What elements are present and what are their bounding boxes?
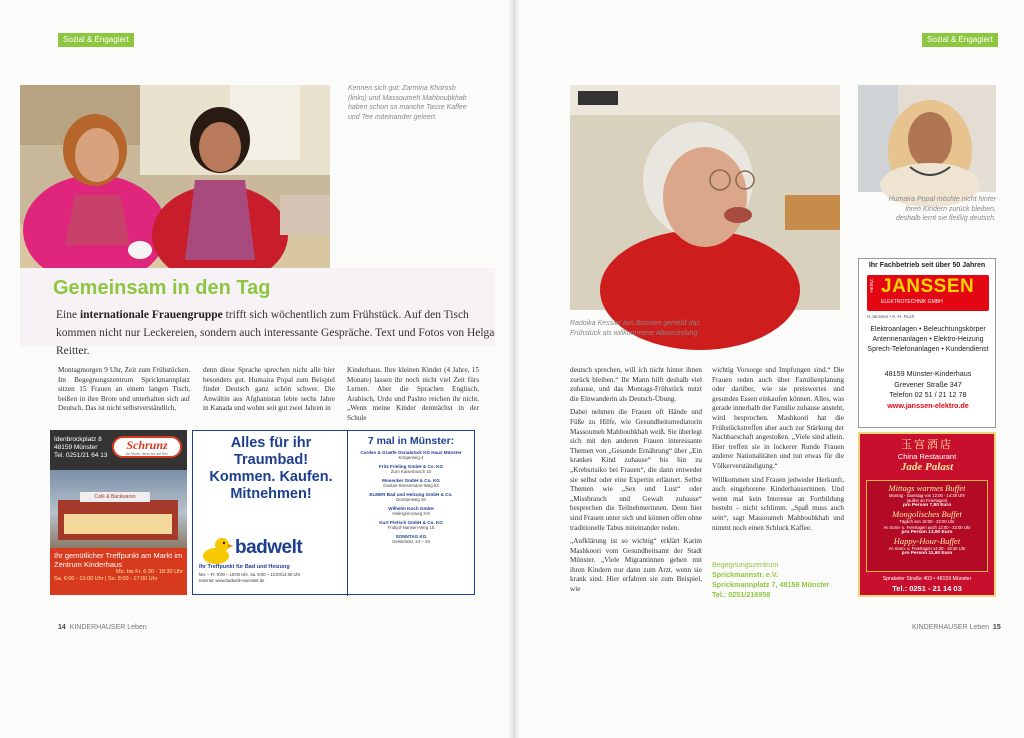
schrunz-address-line: Idenbrockplatz 8 [54, 436, 102, 443]
badwelt-location-item [350, 492, 472, 502]
right-col2-para: Willkommen sind Frauen jedweder Herkunft, auch eingeborene Kinderhauserinnen. Und wenn mal kein Interesse an Fortbildung besteht – nicht schlimm. „Spaß muss auch sein“, sagt Massoumeh Mahboubkhah und nimmt noch einen Schluck Kaffee. [712, 475, 844, 532]
janssen-address-line: 48159 Münster-Kinderhaus [884, 369, 972, 378]
contact-line: Sprickmannplatz 7, 48159 Münster [712, 580, 830, 589]
china-restaurant-label: China Restaurant [897, 452, 957, 461]
ad-china-restaurant [858, 432, 996, 597]
left-folio [58, 624, 147, 631]
badwelt-location-item [350, 450, 472, 460]
badwelt-web: Internet: www.badwelt-muenster.de [199, 578, 265, 583]
right-col1-para: „Aufklärung ist so wichtig“ erklärt Karim Mashkoori vom Gesundheitsamt der Stadt Münster. „Viele Migrantinnen gehen mit ihren Kindern nur dann zum Arzt, wenn sie krank sind. Hier erfahren sie zum Beispiel, wie [570, 537, 702, 594]
janssen-service-line: Sprech-Telefonanlagen • Kundendienst [867, 346, 989, 353]
badwelt-location-item [350, 534, 472, 544]
badwelt-location-item [350, 478, 472, 488]
contact-block [712, 560, 852, 600]
janssen-address-line: Grevener Straße 347 [894, 379, 962, 389]
offer-title: Mittags warmes Buffet [888, 483, 966, 493]
right-col1-para: Dabei nehmen die Frauen oft Hände und Füße zu Hilfe, wie Gesundheitsmediatorin Massoumeh Mahboubkhah weiß. Sie überlegt sich mit den anderen Frauen interessante Themen von „Gesunde Ernährung“ über „Ein krankes Kind zuhause“ bis hin zu „Krebsrisiko bei Frauen“, die dann entweder sie selbst oder eine Expertin erläutert. Selbst Themen wie „Sex und Lust“ oder „Missbrauch und Gewalt zuhause“ besprechen die Teilnehmerinnen. Denn hier sind Frauen unter sich und können offen ohne traditionelle Tabus miteinander reden. [570, 408, 702, 532]
left-photo-caption: Kennen sich gut: Zarmina Khorosh (links) und Massoumeh Mahboubkhah haben schon so manche Tasse Kaffee und Tee miteinander geleert. [348, 85, 467, 121]
badwelt-headline-line: Mitnehmen! [230, 486, 312, 502]
schrunz-address-line: Tel. 0251/21 64 13 [54, 452, 108, 459]
ad-badwelt [192, 430, 475, 595]
schrunz-tagline: Ihr gemütlicher Treffpunkt am Markt im Zentrum Kinderhaus [54, 551, 183, 569]
photo-two-women [20, 85, 330, 270]
china-chinese-name: 玉宫酒店 [901, 438, 953, 451]
badwelt-logo: badwelt [235, 537, 303, 558]
lead-post: trifft sich wöchentlich zum Frühstück. Auf den Tisch kommen nicht nur Leckereien, sondern auch interessante Gespräche. Text und Fotos von Helga Reitter. [56, 309, 495, 357]
badwelt-headline-line: Kommen. Kaufen. [209, 469, 333, 485]
china-offer [867, 509, 987, 535]
article-lead [56, 306, 496, 360]
section-tag-left: Sozial & Engagiert [58, 33, 134, 47]
page-number-right: 15 [992, 624, 1001, 631]
badwelt-location-item [350, 464, 472, 474]
schrunz-address-line: 48159 Münster [54, 444, 98, 451]
left-column-1: Montagmorgen 9 Uhr, Zeit zum Frühstücken. Im Begegnungszentrum Sprickmannplatz sitzen 15 Frauen an einem langen Tisch, beißen in ihre Brote und unterhalten sich auf Deutsch. Das ist nicht selbstverständlich, [58, 366, 190, 413]
right-col1-para: deutsch sprechen, will ich nicht hinter ihnen zurück bleiben.“ Ihr Mann hilft deshalb viel zuhause, und das Montags-Frühstück nutzt die Einwanderin als Deutsch-Übung. [570, 366, 702, 403]
badwelt-headline-line: Traumbad! [233, 452, 309, 468]
china-address: Sprakeler Straße 403 • 48159 Münster [882, 576, 972, 582]
ad-janssen [858, 258, 996, 428]
offer-line: An Sonn- u. Feiertagen 14:30 - 16:30 Uhr [888, 545, 966, 551]
left-column-3: Kinderhaus. Ihre kleinen Kinder (4 Jahre, 15 Monate) lassen ihr noch nicht viel Zeit fürs Lernen. Aber die Sprachen Englisch, Arabisch, Urdu und Pashto reichen ihr nicht. „Wenn meine Kinder demnächst in der Schule [347, 366, 479, 422]
spread-gutter [508, 0, 520, 738]
location-street: Krögerweg 4 [398, 455, 424, 460]
right-photo1-caption: Radoika Kessler aus Bosnien genießt das Frühstück als willkommene Abwechslung. [570, 320, 700, 337]
china-offers [866, 480, 988, 572]
location-name: ELMER Bad und Heizung GmbH & Co. [369, 492, 453, 497]
schrunz-store-photo [50, 470, 187, 548]
right-folio [912, 624, 1001, 631]
schrunz-hours-weekday: Mo. bis Fr. 6:30 - 18:30 Uhr [116, 569, 183, 575]
offer-line: Montag - Samstag von 12:00 - 14:30 Uhr [889, 493, 965, 498]
right-photo2-caption: Humaira Popal möchte nicht hinter ihren Kindern zurück bleiben, deshalb lernt sie fleißig deutsch. [888, 196, 996, 222]
location-name: Fritz Frieling GmbH & Co. KG [378, 464, 444, 469]
offer-price: pro Person 7,80 Euro [902, 503, 952, 509]
photo-elderly-woman [570, 85, 840, 310]
location-name: SONNTAG KG [395, 534, 427, 539]
offer-line: Täglich von 18:00 - 22:00 Uhr [899, 519, 955, 525]
janssen-service-line: Elektroanlagen • Beleuchtungskörper [870, 326, 986, 333]
janssen-service-line: Antennenanlagen • Elektro-Heizung [872, 336, 984, 343]
location-name: Mosecker GmbH & Co. KG [382, 478, 440, 483]
badwelt-location-item [350, 520, 472, 530]
badwelt-claim: Ihr Treffpunkt für Bad und Heizung [199, 564, 290, 570]
offer-title: Mongolisches Buffet [892, 509, 962, 520]
schrunz-hours-weekend: Sa. 6:00 - 13:00 Uhr | So. 8:00 - 17:00 Uhr [54, 576, 158, 582]
schrunz-logo [112, 436, 182, 458]
lead-bold: internationale Frauengruppe [79, 309, 223, 321]
rubber-duck-icon [201, 535, 233, 565]
location-street: Fridtjof-Nansen-Weg 15 [387, 525, 435, 530]
lead-pre: Eine [56, 309, 80, 321]
schrunz-logo-text: Schrunz [126, 438, 168, 452]
janssen-web: www.janssen-elektro.de [887, 400, 969, 410]
contact-line: Begegnungszentrum [712, 560, 779, 569]
offer-line: An Sonn- u. Feiertagen auch 12:00 - 22:00 Uhr [883, 524, 971, 530]
schrunz-address [54, 436, 108, 460]
magazine-name-left: KINDERHAUSER Leben [69, 624, 147, 631]
left-column-2: denn diese Sprache sprechen nicht alle hier besonders gut. Humaira Popal zum Beispiel findet Deutsch ganz schön schwer. Die Anwältin aus Afghanistan lebte sechs Jahre in Kanada und wohnt seit gut zwei Jahren in [203, 366, 335, 413]
ad-schrunz [50, 430, 187, 595]
contact-line: Tel.: 0251/216958 [712, 590, 771, 599]
location-street: Gelsteinstr. 24 – 26 [392, 539, 430, 544]
janssen-logo-text: JANSSEN [881, 276, 975, 297]
china-phone: Tel.: 0251 - 21 14 03 [892, 584, 962, 593]
offer-title: Happy-Hour-Buffet [893, 535, 961, 546]
janssen-contact [863, 369, 993, 411]
janssen-logo-sub: ELEKTROTECHNIK GMBH [881, 299, 943, 305]
janssen-services [863, 325, 993, 355]
china-name: Jade Palast [900, 461, 954, 473]
location-street: Gustav-Stresemann-Weg 52 [383, 483, 439, 488]
location-name: Wilhelm Koch GmbH [388, 506, 434, 511]
offer-price: pro Person 11,90 Euro [901, 551, 953, 557]
location-street: Dorstenweg 16 [396, 497, 426, 502]
right-column-2 [712, 366, 844, 566]
badwelt-divider [347, 431, 348, 596]
badwelt-headline [197, 435, 345, 503]
offer-price: pro Person 13,90 Euro [901, 529, 953, 535]
store-sign: Café & Backwaren [80, 492, 150, 502]
location-name: Kurt Pietsch GmbH & Co. KG [379, 520, 443, 525]
page-number-left: 14 [58, 624, 66, 631]
badwelt-locations [350, 435, 472, 548]
photo-woman-headscarf [858, 85, 996, 192]
badwelt-hours: Mo. – Fr. 9:00 – 18:00 Uhr, Sa. 9:00 – 13:00/14:00 Uhr [199, 572, 301, 577]
janssen-header: Ihr Fachbetrieb seit über 50 Jahren [868, 262, 986, 269]
offer-line: (außer an Feiertagen) [906, 498, 948, 504]
right-column-1 [570, 366, 702, 606]
badwelt-list-title: 7 mal in Münster: [367, 435, 455, 447]
china-offer [867, 483, 987, 509]
magazine-name-right: KINDERHAUSER Leben [912, 624, 990, 631]
location-street: Hafergrenzweg 3-9 [392, 511, 430, 516]
janssen-phone: Telefon 02 51 / 21 12 78 [889, 390, 967, 399]
schrunz-footer [50, 548, 187, 595]
janssen-logo-side: HEINZ [869, 279, 874, 293]
contact-line: Sprickmannstr. e.V. [712, 570, 779, 579]
right-col2-para: wichtig Vorsorge und Impfungen sind.“ Die Frauen reden auch über Familienplanung oder darüber, wie sie preiswertes und gesundes Essen einkaufen können. Alles, was gerade innerhalb der Familie zuhause ansteht, wird besprochen. Mashkoori hat die Frühstückstreffen aber auch zur Stärkung der Nachbarschaft angestoßen. „Viele sind allein. Hier treffen sie in lockerer Runde Frauen anderer Nationalitäten und tun etwas für die Völkerverständigung.“ [712, 366, 844, 470]
badwelt-headline-line: Alles für ihr [230, 435, 312, 451]
china-offer [867, 536, 987, 557]
store-window [64, 514, 172, 534]
article-title: Gemeinsam in den Tag [53, 277, 271, 299]
badwelt-location-item [350, 506, 472, 516]
janssen-owners: H.Janssen • K.-H. Ruch [867, 314, 915, 319]
location-name: Cordes & Graefe Osnabrück KG Haus Münster [360, 450, 462, 455]
section-tag-right: Sozial & Engagiert [922, 33, 998, 47]
schrunz-logo-sub: für Mode, denn wir auf Sie! [126, 452, 168, 456]
janssen-logo [867, 275, 989, 311]
location-street: Zum Kaiserbusch 10 [390, 469, 432, 474]
